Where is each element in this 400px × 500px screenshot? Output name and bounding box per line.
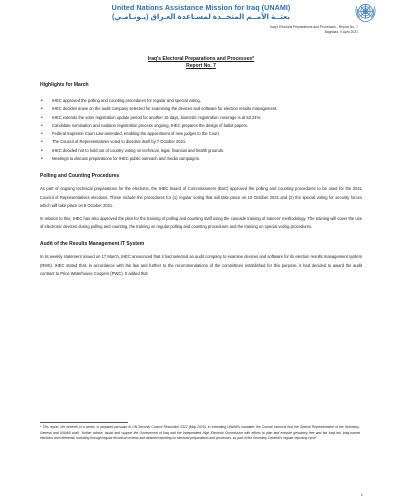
highlight-item xyxy=(40,122,362,130)
bullet-icon: • xyxy=(41,98,43,104)
highlight-item xyxy=(40,155,362,163)
document-title xyxy=(40,56,362,70)
highlights-list xyxy=(40,97,362,163)
un-emblem-icon xyxy=(353,0,378,25)
highlight-text: The Council of Representatives voted to dissolve itself by 7 October 2021. xyxy=(52,139,187,145)
bullet-icon: • xyxy=(41,147,43,154)
highlight-text: Federal Supreme Court Law amended, enabling the appointment of new judges to the Court. xyxy=(52,131,220,137)
document-title-line1: Iraq's Electoral Preparations and Processes* xyxy=(147,56,255,62)
polling-paragraph-1: As part of ongoing technical preparations for the elections, the IHEC Board of Commissioners (BoC) approved the polling and counting procedures to be used for the 2021 Council of Representatives elections. These include the procedures for (1) regular voting that will take place on 10 October 2021 and (2) the special voting for security forces which will take place on 8 October 2021. xyxy=(40,186,362,208)
bullet-icon: • xyxy=(41,139,43,146)
highlight-text: IHEC decided not to hold out of country voting on technical, legal, financial and health grounds. xyxy=(52,147,225,153)
polling-heading: Polling and Counting Procedures xyxy=(40,173,120,180)
footnote-divider xyxy=(40,422,128,423)
bullet-icon: • xyxy=(41,156,43,163)
highlight-item xyxy=(40,138,362,146)
page-number: 1 xyxy=(360,492,363,497)
highlights-heading: Highlights for March xyxy=(40,82,89,88)
polling-paragraph-2: In relation to this, IHEC has also approved the plan for the training of polling and counting staff using the cascade training of trainers' methodology. The training will cover the use of electronic devices during polling and counting, the training on regular polling and counting procedures and the training on special voting procedures. xyxy=(40,215,362,230)
audit-heading: Audit of the Results Management IT System xyxy=(40,241,145,248)
org-name-arabic: بعثــة الأمــم المتحــدة لمسـاعدة العـراق (يـونـامـي) xyxy=(112,12,290,21)
highlight-text: Candidate nomination and coalition registration process ongoing, IHEC prepares the design of ballot papers. xyxy=(52,122,249,128)
bullet-icon: • xyxy=(41,131,43,138)
report-reference-title: Iraq's Electoral Preparations and Processes - Report No. 7 xyxy=(269,25,358,29)
highlight-text: Meetings to discuss preparations for IHEC public outreach and media campaigns. xyxy=(52,156,200,162)
bullet-icon: • xyxy=(41,106,43,113)
letterhead xyxy=(40,0,362,40)
highlight-item xyxy=(40,105,362,113)
footnote: * This report, the seventh in a series, is prepared pursuant to UN Security Council Resolution 2522 (May 2020). In extending UNAMI's mandate, the Council instructs that the Special Representative of the Secretary-General and UNAMI shall: "further advise, assist and support the Government of Iraq and the Independent High Electoral Commission with efforts to plan and execute genuinely free and fair Iraqi-led, Iraqi-owned elections and referenda, including through regular technical reviews and detailed reporting on electoral preparations and processes, as part of the Secretary-General's regular reporting cycle". xyxy=(40,425,360,441)
bullet-icon: • xyxy=(41,114,43,121)
report-reference xyxy=(270,25,358,35)
highlight-text: IHEC extends the voter registration update period for another 15 days, biometric registration coverage is at 63.24%. xyxy=(52,114,262,120)
document-title-line2: Report No. 7 xyxy=(186,63,216,69)
org-name-english: United Nations Assistance Mission for Iraq (UNAMI) xyxy=(111,3,291,12)
highlight-item xyxy=(40,130,362,138)
audit-paragraph-1: In its weekly statement issued on 17 March, IHEC announced that it had selected an audit company to examine devices and software for its election results management system (RMS). IHEC stated that, in accordance with the law and further to the recommendations of the committees established for this purpose, it had decided to award the audit contract to Price Waterhouse Coopers (PWC). It added that xyxy=(40,254,362,276)
highlight-text: IHEC approved the polling and counting procedures for regular and special voting. xyxy=(52,98,201,103)
bullet-icon: • xyxy=(41,122,43,129)
highlight-item xyxy=(40,97,362,105)
report-reference-date: Baghdad, 9 April 2021 xyxy=(324,30,358,34)
highlight-item xyxy=(40,147,362,155)
highlight-text: IHEC decides anew on the audit company selected for examining the devices and software for election results management. xyxy=(52,106,278,112)
highlight-item xyxy=(40,114,362,122)
